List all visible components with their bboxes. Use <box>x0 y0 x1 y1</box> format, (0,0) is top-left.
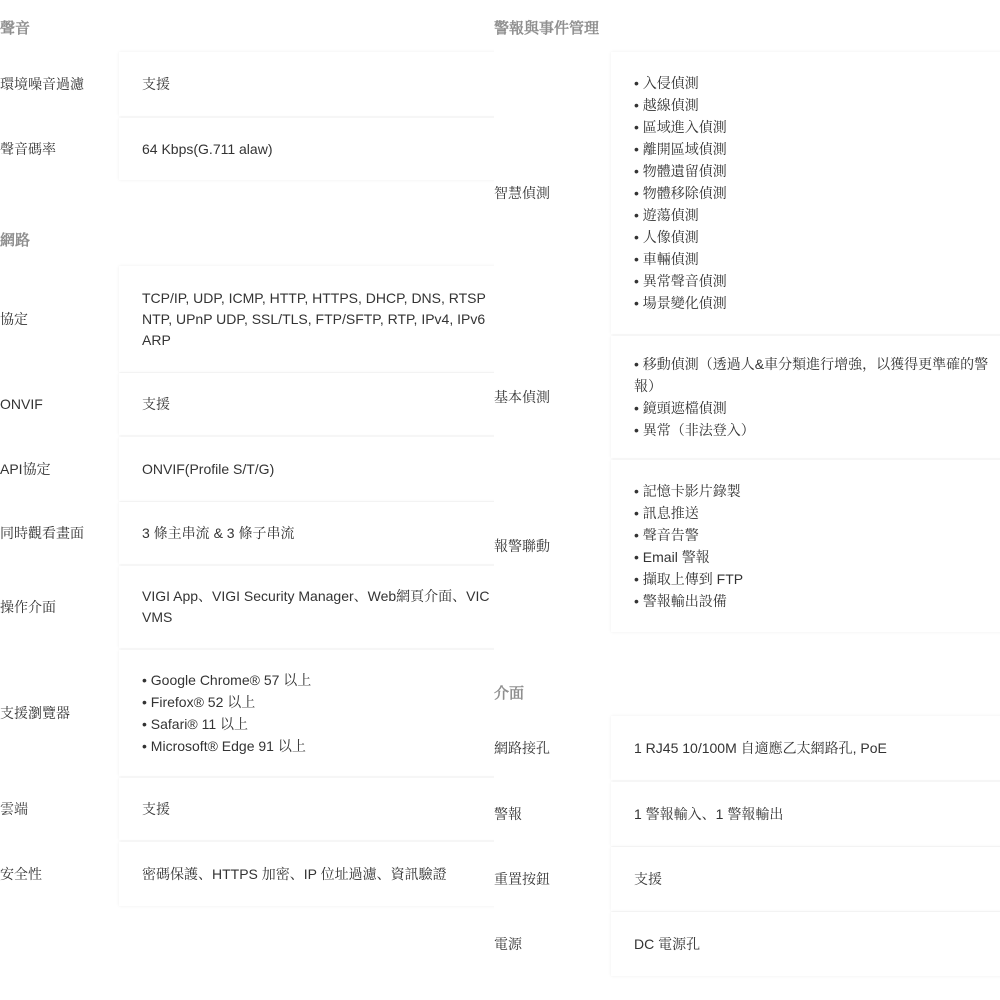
value-basic-detection <box>611 336 1000 458</box>
operation-interface-lines <box>142 586 490 628</box>
value-network-port <box>611 716 1000 780</box>
protocols-lines <box>142 288 486 351</box>
value-cloud <box>119 778 494 840</box>
value-operation-interface <box>119 566 494 648</box>
value-reset-button <box>611 847 1000 911</box>
value-power-text: DC 電源孔 <box>634 935 701 952</box>
smart-detection-item: • 離開區域偵測 <box>634 141 727 157</box>
label-api: API協定 <box>0 461 51 477</box>
value-noise-filter <box>119 52 494 116</box>
section-title-interface: 介面 <box>494 685 525 702</box>
smart-detection-item: • 人像偵測 <box>634 229 699 245</box>
smart-detection-item: • 遊蕩偵測 <box>634 207 699 223</box>
smart-detection-item: • 物體移除偵測 <box>634 185 727 201</box>
label-audio-bitrate: 聲音碼率 <box>0 141 56 157</box>
label-alarm-io: 警報 <box>494 806 522 822</box>
alarm-linkage-item: • 訊息推送 <box>634 505 699 521</box>
label-power: 電源 <box>494 936 522 952</box>
smart-detection-item: • 區域進入偵測 <box>634 119 727 135</box>
value-security-text: 密碼保護、HTTPS 加密、IP 位址過濾、資訊驗證 <box>142 865 447 882</box>
value-api <box>119 437 494 501</box>
value-security <box>119 842 494 906</box>
label-security: 安全性 <box>0 866 42 882</box>
value-protocols <box>119 266 494 372</box>
section-title-events: 警報與事件管理 <box>494 20 600 37</box>
value-reset-button-text: 支援 <box>634 870 662 887</box>
basic-detection-item: 報） <box>634 378 662 394</box>
label-basic-detection: 基本偵測 <box>494 389 550 405</box>
smart-detection-item: • 入侵偵測 <box>634 75 699 91</box>
label-noise-filter: 環境噪音過濾 <box>0 76 84 92</box>
label-simultaneous-view: 同時觀看畫面 <box>0 525 84 541</box>
browser-item: • Firefox® 52 以上 <box>142 694 256 710</box>
value-noise-filter-text: 支援 <box>142 75 170 92</box>
alarm-linkage-item: • 警報輸出設備 <box>634 593 727 609</box>
alarm-linkage-list <box>634 480 743 612</box>
operation-interface-line: VIGI App、VIGI Security Manager、Web網頁介面、VIC <box>142 588 490 604</box>
label-protocols: 協定 <box>0 311 28 327</box>
value-alarm-io-text: 1 警報輸入、1 警報輸出 <box>634 805 784 822</box>
section-title-audio: 聲音 <box>0 20 31 37</box>
left-column <box>0 0 494 1000</box>
label-cloud: 雲端 <box>0 801 28 817</box>
basic-detection-item: • 異常（非法登入） <box>634 422 755 438</box>
section-title-network: 網路 <box>0 232 31 249</box>
value-audio-bitrate-text: 64 Kbps(G.711 alaw) <box>142 140 273 157</box>
smart-detection-item: • 異常聲音偵測 <box>634 273 727 289</box>
alarm-linkage-item: • 聲音告警 <box>634 527 699 543</box>
protocols-line: TCP/IP, UDP, ICMP, HTTP, HTTPS, DHCP, DNS, RTSP <box>142 289 486 306</box>
value-api-text: ONVIF(Profile S/T/G) <box>142 460 275 477</box>
value-smart-detection <box>611 52 1000 334</box>
label-network-port: 網路接孔 <box>494 740 550 756</box>
value-audio-bitrate <box>119 118 494 180</box>
basic-detection-item: • 鏡頭遮檔偵測 <box>634 400 727 416</box>
alarm-linkage-item: • 擷取上傳到 FTP <box>634 571 744 587</box>
browser-item: • Microsoft® Edge 91 以上 <box>142 738 306 754</box>
basic-detection-item: • 移動偵測（透過人&車分類進行增強，以獲得更準確的警 <box>634 356 989 372</box>
label-reset-button: 重置按鈕 <box>494 871 550 887</box>
label-smart-detection: 智慧偵測 <box>494 185 550 201</box>
browser-list <box>142 669 311 757</box>
label-operation-interface: 操作介面 <box>0 599 56 615</box>
alarm-linkage-item: • 記憶卡影片錄製 <box>634 483 741 499</box>
alarm-linkage-item: • Email 警報 <box>634 549 710 565</box>
value-network-port-text: 1 RJ45 10/100M 自適應乙太網路孔, PoE <box>634 739 887 756</box>
value-onvif <box>119 373 494 435</box>
value-simultaneous-view-text: 3 條主串流 & 3 條子串流 <box>142 524 295 541</box>
value-alarm-io <box>611 782 1000 846</box>
protocols-line: NTP, UPnP UDP, SSL/TLS, FTP/SFTP, RTP, IPv4, IPv6 <box>142 310 486 327</box>
smart-detection-item: • 物體遺留偵測 <box>634 163 727 179</box>
smart-detection-item: • 場景變化偵測 <box>634 295 727 311</box>
operation-interface-line: VMS <box>142 609 173 625</box>
label-browsers: 支援瀏覽器 <box>0 705 70 721</box>
smart-detection-list <box>634 72 727 314</box>
value-onvif-text: 支援 <box>142 395 170 412</box>
value-simultaneous-view <box>119 502 494 564</box>
browser-item: • Safari® 11 以上 <box>142 716 248 732</box>
protocols-line: ARP <box>142 331 171 348</box>
value-power <box>611 912 1000 976</box>
browser-item: • Google Chrome® 57 以上 <box>142 672 312 688</box>
smart-detection-item: • 越線偵測 <box>634 97 699 113</box>
value-cloud-text: 支援 <box>142 800 170 817</box>
value-browsers <box>119 650 494 776</box>
right-column <box>494 0 1000 1000</box>
basic-detection-list <box>634 353 988 441</box>
label-alarm-linkage: 報警聯動 <box>494 538 550 554</box>
smart-detection-item: • 車輛偵測 <box>634 251 699 267</box>
label-onvif: ONVIF <box>0 396 43 412</box>
value-alarm-linkage <box>611 460 1000 632</box>
